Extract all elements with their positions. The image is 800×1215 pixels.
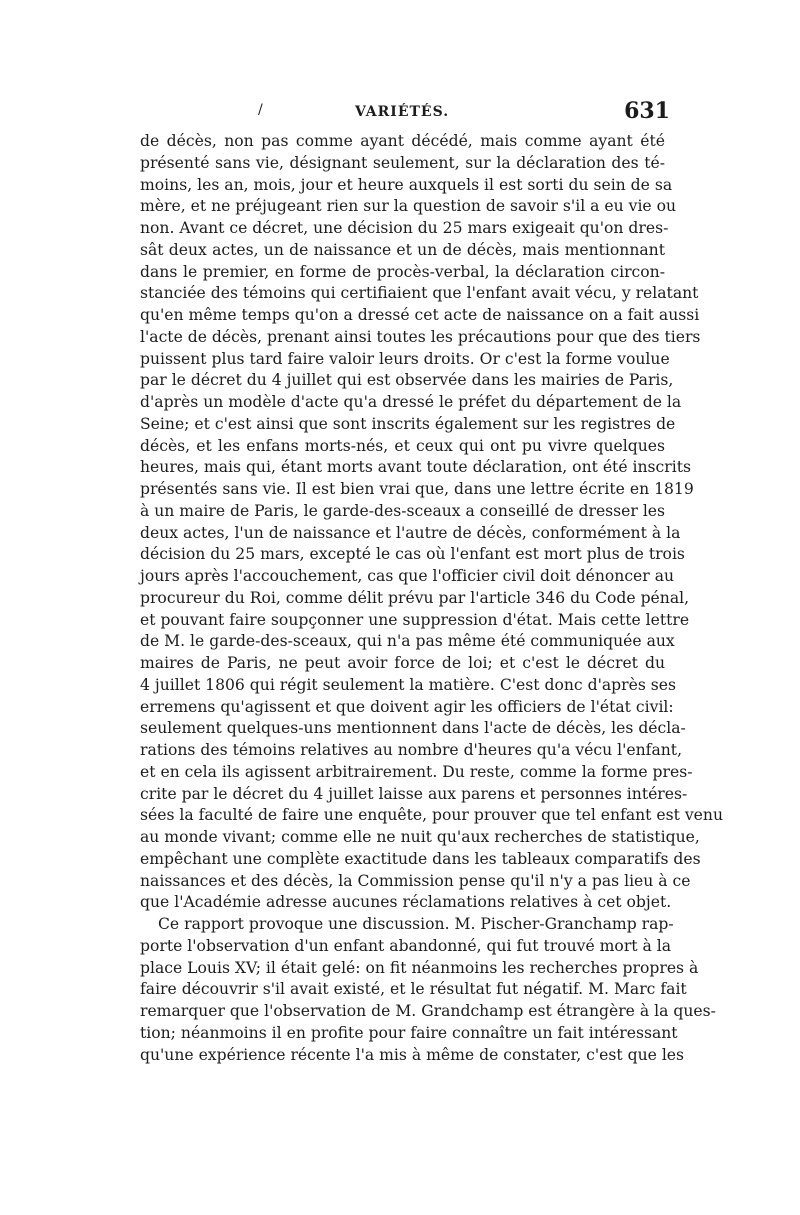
text-line: d'après un modèle d'acte qu'a dressé le préfet du département de la	[140, 393, 682, 411]
text-line: de décès, non pas comme ayant décédé, mais comme ayant été	[140, 132, 665, 150]
paragraph-start-line: Ce rapport provoque une discussion. M. Pischer-Granchamp rap-	[158, 915, 674, 933]
text-line: tion; néanmoins il en profite pour faire connaître un fait intéressant	[140, 1023, 678, 1042]
text-line: empêchant une complète exactitude dans les tableaux comparatifs des	[140, 849, 701, 868]
text-line: à un maire de Paris, le garde-des-sceaux a conseillé de dresser les	[140, 501, 666, 520]
text-line: Seine; et c'est ainsi que sont inscrits également sur les registres de	[140, 414, 676, 433]
text-line: faire découvrir s'il avait existé, et le résultat fut négatif. M. Marc fait	[140, 980, 687, 999]
text-line: décision du 25 mars, excepté le cas où l'enfant est mort plus de trois	[140, 545, 685, 564]
text-line: place Louis XV; il était gelé: on fit néanmoins les recherches propres à	[140, 958, 699, 977]
text-line: porte l'observation d'un enfant abandonné, qui fut trouvé mort à la	[140, 936, 672, 955]
text-line: sât deux actes, un de naissance et un de décès, mais mentionnant	[140, 240, 665, 259]
text-line: naissances et des décès, la Commission pense qu'il n'y a pas lieu à ce	[140, 871, 691, 890]
page-number: 631	[624, 98, 670, 124]
text-line: dans le premier, en forme de procès-verbal, la déclaration circon-	[140, 262, 665, 281]
text-line: non. Avant ce décret, une décision du 25 mars exigeait qu'on dres-	[140, 219, 669, 237]
text-line: moins, les an, mois, jour et heure auxquels il est sorti du sein de sa	[140, 175, 673, 194]
text-line: l'acte de décès, prenant ainsi toutes les précautions pour que des tiers	[140, 327, 701, 346]
text-line: puissent plus tard faire valoir leurs droits. Or c'est la forme voulue	[140, 349, 670, 368]
text-line: et en cela ils agissent arbitrairement. Du reste, comme la forme pres-	[140, 762, 693, 781]
text-line: jours après l'accouchement, cas que l'officier civil doit dénoncer au	[140, 567, 675, 585]
page-header	[140, 98, 670, 132]
text-line: sées la faculté de faire une enquête, pour prouver que tel enfant est venu	[140, 806, 723, 825]
header-mark: /	[258, 102, 263, 118]
text-line: procureur du Roi, comme délit prévu par l'article 346 du Code pénal,	[140, 588, 690, 607]
text-line: de M. le garde-des-sceaux, qui n'a pas même été communiquée aux	[140, 632, 675, 651]
text-line: maires de Paris, ne peut avoir force de loi; et c'est le décret du	[140, 654, 665, 672]
text-line: erremens qu'agissent et que doivent agir les officiers de l'état civil:	[140, 697, 674, 716]
text-line: et pouvant faire soupçonner une suppression d'état. Mais cette lettre	[140, 610, 690, 629]
text-line: rations des témoins relatives au nombre d'heures qu'a vécu l'enfant,	[140, 741, 683, 759]
text-line: seulement quelques-uns mentionnent dans l'acte de décès, les décla-	[140, 719, 686, 738]
text-line: mère, et ne préjugeant rien sur la question de savoir s'il a eu vie ou	[140, 197, 677, 216]
text-line: stanciée des témoins qui certifiaient que l'enfant avait vécu, y relatant	[140, 284, 699, 303]
text-line: par le décret du 4 juillet qui est observée dans les mairies de Paris,	[140, 371, 674, 390]
text-line: crite par le décret du 4 juillet laisse aux parens et personnes intéres-	[140, 784, 688, 803]
text-line: deux actes, l'un de naissance et l'autre de décès, conformément à la	[140, 523, 681, 542]
running-head: VARIÉTÉS.	[355, 104, 450, 120]
text-line: qu'une expérience récente l'a mis à même de constater, c'est que les	[140, 1045, 685, 1064]
text-line: qu'en même temps qu'on a dressé cet acte de naissance on a fait aussi	[140, 306, 700, 324]
text-line: au monde vivant; comme elle ne nuit qu'aux recherches de statistique,	[140, 828, 700, 846]
text-line: remarquer que l'observation de M. Grandchamp est étrangère à la ques-	[140, 1002, 716, 1020]
text-line: décès, et les enfans morts-nés, et ceux qui ont pu vivre quelques	[140, 436, 665, 455]
text-line: présentés sans vie. Il est bien vrai que, dans une lettre écrite en 1819	[140, 480, 694, 498]
text-line: 4 juillet 1806 qui régit seulement la matière. C'est donc d'après ses	[140, 675, 677, 694]
paragraph-end-line: que l'Académie adresse aucunes réclamations relatives à cet objet.	[140, 893, 672, 912]
body-text	[140, 131, 723, 1066]
text-line: présenté sans vie, désignant seulement, sur la déclaration des té-	[140, 153, 665, 172]
text-line: heures, mais qui, étant morts avant toute déclaration, ont été inscrits	[140, 458, 691, 477]
